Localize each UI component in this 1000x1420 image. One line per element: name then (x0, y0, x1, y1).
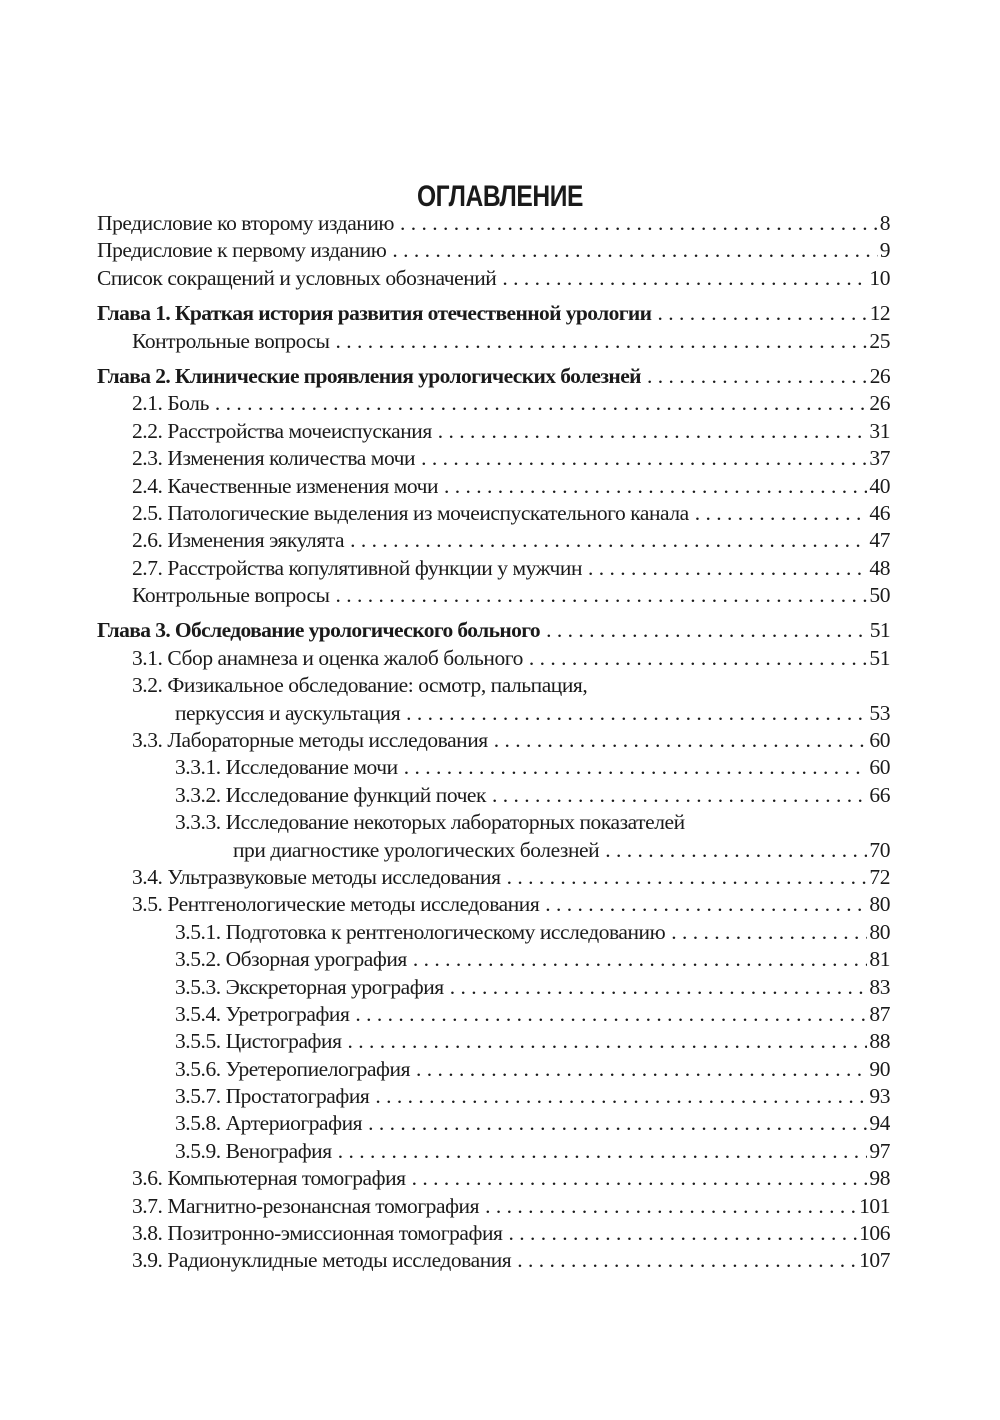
toc-entry-label: 3.5.8. Артериография (175, 1111, 363, 1136)
toc-entry-page: 60 (869, 755, 890, 780)
toc-entry-3-5-2[interactable] (97, 946, 890, 973)
toc-entry-2-4[interactable] (97, 473, 890, 500)
toc-entry-page: 80 (869, 892, 890, 917)
toc-entry-page: 53 (869, 700, 890, 725)
toc-entry-label: 3.2. Физикальное обследование: осмотр, пальпация, (132, 673, 588, 698)
toc-entry-3-5-4[interactable] (97, 1001, 890, 1028)
toc-entry-page: 101 (859, 1193, 890, 1218)
toc-entry-label: 2.6. Изменения эякулята (132, 528, 345, 553)
toc-entry-page: 83 (869, 974, 890, 999)
dot-leader (406, 700, 867, 727)
dot-leader (507, 864, 868, 891)
toc-entry-preface-first-edition[interactable] (97, 237, 890, 264)
toc-entry-label: 3.5.5. Цистография (175, 1029, 342, 1054)
toc-entry-page: 81 (869, 947, 890, 972)
dot-leader (336, 328, 868, 355)
toc-entry-page: 26 (869, 363, 890, 388)
toc-entry-page: 106 (859, 1221, 890, 1246)
table-of-contents (97, 210, 890, 1275)
dot-leader (336, 582, 868, 609)
dot-leader (400, 210, 878, 237)
toc-entry-3-3-2[interactable] (97, 782, 890, 809)
toc-entry-page: 97 (869, 1138, 890, 1163)
toc-entry-label: 3.6. Компьютерная томография (132, 1166, 406, 1191)
toc-entry-3-1[interactable] (97, 645, 890, 672)
dot-leader (444, 473, 867, 500)
toc-entry-label: 3.5.7. Простатография (175, 1084, 370, 1109)
toc-entry-label: Список сокращений и условных обозначений (97, 265, 497, 290)
toc-entry-label: Глава 3. Обследование урологического больного (97, 618, 541, 643)
toc-entry-page: 98 (869, 1166, 890, 1191)
toc-entry-3-5-3[interactable] (97, 974, 890, 1001)
toc-entry-3-3[interactable] (97, 727, 890, 754)
toc-entry-label: 3.3.3. Исследование некоторых лабораторных показателей (175, 810, 685, 835)
toc-entry-page: 93 (869, 1084, 890, 1109)
toc-entry-page: 80 (869, 919, 890, 944)
toc-entry-label-continuation: при диагностике урологических болезней (233, 837, 600, 862)
toc-entry-label: 2.7. Расстройства копулятивной функции у мужчин (132, 555, 583, 580)
dot-leader (517, 1247, 857, 1274)
dot-leader (546, 617, 868, 644)
toc-entry-page: 31 (869, 418, 890, 443)
toc-entry-label: 2.3. Изменения количества мочи (132, 446, 416, 471)
dot-leader (348, 1028, 868, 1055)
toc-entry-page: 26 (869, 391, 890, 416)
toc-entry-3-5[interactable] (97, 891, 890, 918)
toc-entry-label: 2.1. Боль (132, 391, 209, 416)
toc-entry-3-6[interactable] (97, 1165, 890, 1192)
toc-entry-3-7[interactable] (97, 1193, 890, 1220)
dot-leader (404, 754, 868, 781)
toc-entry-page: 51 (869, 645, 890, 670)
toc-entry-page: 107 (859, 1248, 890, 1273)
toc-entry-label: 2.2. Расстройства мочеиспускания (132, 418, 432, 443)
dot-leader (695, 500, 868, 527)
dot-leader (450, 974, 868, 1001)
toc-entry-label: 3.7. Магнитно-резонансная томография (132, 1193, 480, 1218)
toc-entry-page: 90 (869, 1056, 890, 1081)
toc-entry-page: 40 (869, 473, 890, 498)
dot-leader (657, 300, 867, 327)
dot-leader (647, 363, 868, 390)
toc-entry-label: 3.3.1. Исследование мочи (175, 755, 398, 780)
toc-entry-page: 9 (879, 238, 890, 263)
toc-entry-page: 8 (879, 210, 890, 235)
toc-entry-preface-second-edition[interactable] (97, 210, 890, 237)
toc-entry-2-6[interactable] (97, 527, 890, 554)
toc-entry-page: 46 (869, 500, 890, 525)
dot-leader (529, 645, 867, 672)
toc-entry-3-4[interactable] (97, 864, 890, 891)
toc-entry-ch2-questions[interactable] (97, 582, 890, 609)
toc-entry-label: Глава 2. Клинические проявления урологических болезней (97, 363, 641, 388)
toc-chapter-2[interactable] (97, 363, 890, 390)
toc-entry-label: 2.4. Качественные изменения мочи (132, 473, 439, 498)
toc-entry-page: 94 (869, 1111, 890, 1136)
dot-leader (355, 1001, 867, 1028)
dot-leader (588, 555, 867, 582)
toc-entry-label: Предисловие ко второму изданию (97, 210, 395, 235)
dot-leader (368, 1111, 867, 1138)
toc-entry-page: 88 (869, 1029, 890, 1054)
dot-leader (492, 782, 867, 809)
toc-entry-label: Глава 1. Краткая история развития отечественной урологии (97, 301, 652, 326)
toc-entry-3-2[interactable] (97, 672, 890, 727)
toc-entry-label: 3.5.2. Обзорная урография (175, 947, 407, 972)
dot-leader (392, 237, 877, 264)
dot-leader (545, 891, 867, 918)
dot-leader (502, 265, 867, 292)
toc-entry-label: 3.5.9. Венография (175, 1138, 332, 1163)
toc-entry-page: 37 (869, 446, 890, 471)
toc-entry-label: 3.5.3. Экскреторная урография (175, 974, 444, 999)
toc-entry-ch1-questions[interactable] (97, 328, 890, 355)
dot-leader (671, 919, 867, 946)
toc-entry-abbreviations[interactable] (97, 265, 890, 292)
dot-leader (494, 727, 868, 754)
toc-entry-page: 70 (869, 837, 890, 862)
toc-entry-page: 47 (869, 528, 890, 553)
toc-entry-3-3-1[interactable] (97, 754, 890, 781)
toc-entry-page: 60 (869, 728, 890, 753)
toc-entry-label: 3.5.1. Подготовка к рентгенологическому исследованию (175, 919, 666, 944)
dot-leader (508, 1220, 857, 1247)
toc-entry-2-1[interactable] (97, 390, 890, 417)
toc-entry-label: 3.8. Позитронно-эмиссионная томография (132, 1221, 503, 1246)
toc-entry-label: 3.5.6. Уретеропиелография (175, 1056, 411, 1081)
toc-entry-3-5-9[interactable] (97, 1138, 890, 1165)
toc-entry-label: 3.5. Рентгенологические методы исследования (132, 892, 540, 917)
toc-entry-page: 50 (869, 583, 890, 608)
dot-leader (438, 418, 868, 445)
toc-entry-3-5-7[interactable] (97, 1083, 890, 1110)
toc-entry-label-continuation: перкуссия и аускультация (175, 700, 401, 725)
toc-entry-3-5-6[interactable] (97, 1056, 890, 1083)
dot-leader (421, 445, 867, 472)
dot-leader (338, 1138, 868, 1165)
toc-entry-label: 3.9. Радионуклидные методы исследования (132, 1248, 512, 1273)
toc-entry-label: Контрольные вопросы (132, 583, 330, 608)
toc-entry-3-9[interactable] (97, 1247, 890, 1274)
toc-entry-page: 12 (869, 301, 890, 326)
toc-entry-page: 87 (869, 1001, 890, 1026)
toc-entry-3-3-3[interactable] (97, 809, 890, 864)
toc-entry-page: 25 (869, 328, 890, 353)
toc-entry-3-5-8[interactable] (97, 1111, 890, 1138)
toc-entry-label: 3.5.4. Уретрография (175, 1001, 350, 1026)
toc-entry-label: 3.1. Сбор анамнеза и оценка жалоб больного (132, 645, 523, 670)
dot-leader (485, 1193, 857, 1220)
toc-entry-label: 3.4. Ультразвуковые методы исследования (132, 864, 501, 889)
toc-entry-label: 3.3. Лабораторные методы исследования (132, 728, 488, 753)
toc-entry-3-5-5[interactable] (97, 1028, 890, 1055)
toc-entry-page: 10 (869, 265, 890, 290)
toc-entry-label: Контрольные вопросы (132, 328, 330, 353)
toc-entry-page: 66 (869, 782, 890, 807)
toc-entry-3-5-1[interactable] (97, 919, 890, 946)
dot-leader (413, 946, 868, 973)
toc-entry-label: Предисловие к первому изданию (97, 238, 387, 263)
toc-entry-label: 2.5. Патологические выделения из мочеиспускательного канала (132, 500, 689, 525)
toc-entry-page: 51 (869, 618, 890, 643)
toc-entry-2-7[interactable] (97, 555, 890, 582)
page-title: ОГЛАВЛЕНИЕ (416, 180, 584, 214)
toc-entry-3-8[interactable] (97, 1220, 890, 1247)
dot-leader (412, 1165, 868, 1192)
dot-leader (215, 390, 867, 417)
toc-entry-page: 48 (869, 555, 890, 580)
toc-entry-2-2[interactable] (97, 418, 890, 445)
toc-entry-2-5[interactable] (97, 500, 890, 527)
toc-entry-label: 3.3.2. Исследование функций почек (175, 782, 487, 807)
dot-leader (416, 1056, 867, 1083)
toc-entry-page: 72 (869, 864, 890, 889)
toc-entry-2-3[interactable] (97, 445, 890, 472)
toc-chapter-3[interactable] (97, 617, 890, 644)
dot-leader (375, 1083, 867, 1110)
dot-leader (350, 527, 867, 554)
toc-chapter-1[interactable] (97, 300, 890, 327)
dot-leader (605, 837, 867, 864)
